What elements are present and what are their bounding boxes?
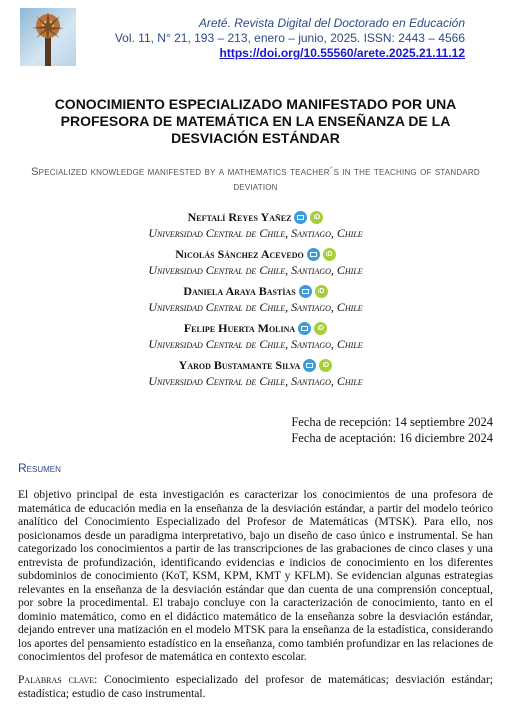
author-name: Daniela Araya Bastías bbox=[183, 284, 296, 298]
author-affiliation: Universidad Central de Chile, Santiago, Chile bbox=[148, 337, 363, 351]
author-name-line bbox=[184, 321, 327, 336]
author-affiliation: Universidad Central de Chile, Santiago, Chile bbox=[148, 226, 363, 240]
author-affiliation: Universidad Central de Chile, Santiago, Chile bbox=[148, 263, 363, 277]
author-entry bbox=[0, 208, 511, 241]
journal-logo bbox=[20, 8, 76, 66]
author-name-line bbox=[175, 247, 335, 262]
author-affiliation: Universidad Central de Chile, Santiago, Chile bbox=[148, 374, 363, 388]
email-icon[interactable] bbox=[303, 359, 316, 372]
author-name: Nicolás Sánchez Acevedo bbox=[175, 247, 304, 261]
journal-issue: Vol. 11, N° 21, 193 – 213, enero – junio, 2025. ISSN: 2443 – 4566 bbox=[114, 31, 465, 45]
article-title: CONOCIMIENTO ESPECIALIZADO MANIFESTADO POR UNA PROFESORA DE MATEMÁTICA EN LA ENSEÑANZA DE LA DESVIACIÓN ESTÁNDAR bbox=[54, 96, 457, 146]
author-name: Yarod Bustamante Silva bbox=[178, 358, 301, 372]
author-name-line bbox=[188, 210, 324, 225]
abstract-heading: Resumen bbox=[18, 461, 61, 475]
keywords-label: Palabras clave: bbox=[18, 674, 98, 686]
received-date: Fecha de recepción: 14 septiembre 2024 bbox=[291, 415, 493, 429]
author-entry bbox=[0, 245, 511, 278]
author-name: Felipe Huerta Molina bbox=[183, 321, 296, 335]
journal-info bbox=[115, 16, 465, 61]
author-list bbox=[0, 208, 511, 393]
author-entry bbox=[0, 282, 511, 315]
email-icon[interactable] bbox=[298, 322, 311, 335]
orcid-icon[interactable]: iD bbox=[319, 359, 332, 372]
abstract-text: El objetivo principal de esta investigación es caracterizar los conocimientos de una profesora de matemática de educación media en la enseñanza de la desviación estándar, a partir del modelo teórico analítico del Conocimiento Especializado del Profesor de Matemáticas (MTSK). Para ello, nos posicionamos desde un paradigma interpretativo, bajo un diseño de caso único e instrumental. Se han categorizado los conocimientos a partir de las transcripciones de las grabaciones de cinco clases y una entrevista de profundización, identificando evidencias e indicios de conocimiento en los diferentes subdominios de conocimiento (KoT, KSM, KPM, KMT y KFLM). Se evidencian algunas estrategias relevantes en la enseñanza de la desviación estándar que dan cuenta de una comprensión conceptual, por sobre la procedimental. El trabajo concluye con la caracterización de conocimiento, tanto en el dominio matemático, como en el didáctico matemático de la enseñanza sobre la desviación estándar, dejando entrever una matización en el modelo MTSK para la enseñanza de la estadística, considerando los aportes del pensamiento estadístico en la enseñanza, como también profundizar en las relaciones de conocimientos del profesor de matemática en contexto escolar. bbox=[18, 489, 493, 663]
author-entry bbox=[0, 356, 511, 389]
email-icon[interactable] bbox=[307, 248, 320, 261]
author-entry bbox=[0, 319, 511, 352]
author-name-line bbox=[179, 358, 333, 373]
keywords-text: Conocimiento especializado del profesor de matemáticas; desviación estándar; estadística; estudio de caso instrumental. bbox=[18, 674, 493, 700]
orcid-icon[interactable]: iD bbox=[314, 322, 327, 335]
orcid-icon[interactable]: iD bbox=[310, 211, 323, 224]
author-name-line bbox=[183, 284, 327, 299]
article-dates bbox=[291, 414, 493, 446]
email-icon[interactable] bbox=[294, 211, 307, 224]
email-icon[interactable] bbox=[299, 285, 312, 298]
journal-name: Areté. Revista Digital del Doctorado en Educación bbox=[198, 16, 465, 30]
accepted-date: Fecha de aceptación: 16 diciembre 2024 bbox=[291, 431, 493, 445]
author-affiliation: Universidad Central de Chile, Santiago, Chile bbox=[148, 300, 363, 314]
article-subtitle: Specialized knowledge manifested by a mathematics teacher´s in the teaching of standard deviation bbox=[31, 166, 480, 193]
author-name: Neftalí Reyes Yañez bbox=[187, 210, 292, 224]
journal-header bbox=[0, 0, 511, 68]
keywords-block bbox=[18, 674, 493, 701]
orcid-icon[interactable]: iD bbox=[315, 285, 328, 298]
orcid-icon[interactable]: iD bbox=[323, 248, 336, 261]
doi-link[interactable]: https://doi.org/10.55560/arete.2025.21.11.12 bbox=[219, 46, 465, 60]
